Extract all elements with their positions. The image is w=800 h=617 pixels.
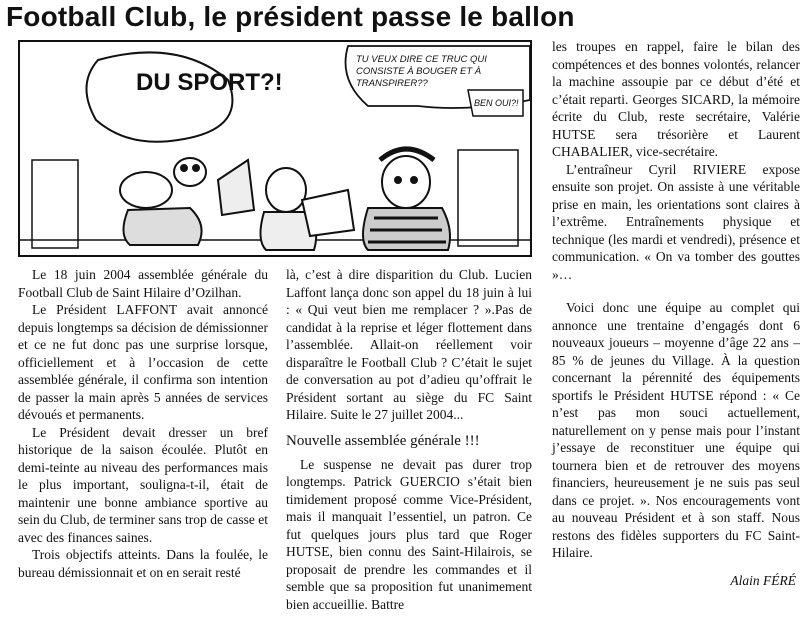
- column1-paragraph: Le Président LAFFONT avait annoncé depuis longtemps sa décision de démissionner et ce ne fut donc pas une surprise lorsque, officiellement et à l’occasion de cette assemblée générale, il confirma son intention de passer la main après 5 années de services dévoués et permanents.: [18, 302, 268, 422]
- section-subheading: Nouvelle assemblée générale !!!: [286, 432, 480, 449]
- bubble-right-line-1: TU VEUX DIRE CE TRUC QUI: [356, 54, 487, 65]
- column1-paragraph: Le 18 juin 2004 assemblée générale du Football Club de Saint Hilaire d’Ozilhan.: [18, 267, 268, 300]
- column2-paragraph: Le suspense ne devait pas durer trop longtemps. Patrick GUERCIO s’était bien timidement proposé comme Vice-Président, mais il manquait l’essentiel, un patron. Ce fut quelques jours plus tard que Roger HUTSE, bien connu des Saint-Hilairois, se proposait de prendre les commandes et il semble que sa proposition fut unanimement bien accueillie. Battre: [286, 456, 532, 612]
- column3-paragraph: L’entraîneur Cyril RIVIERE expose ensuite son projet. On assiste à une véritable prise en main, les orientations sont claires à l’extrême. Entraînements physique et technique (les mardi et vendredi), présence et communication. « On va tomber des gouttes »…: [552, 161, 800, 282]
- author-signature: Alain FÉRÉ: [730, 573, 796, 588]
- article-headline: Football Club, le président passe le ballon: [6, 1, 575, 32]
- bubble-left-text: [136, 69, 283, 96]
- bubble-right-line-2: CONSISTE À BOUGER ET À: [356, 66, 482, 77]
- column1-paragraph: Trois objectifs atteints. Dans la foulée, le bureau démissionnait et on en serait resté: [18, 547, 268, 580]
- bubble-left-line: DU SPORT?!: [136, 69, 283, 96]
- article-column-3: [552, 38, 800, 562]
- bubble-right-line-3: TRANSPIRER??: [356, 78, 428, 89]
- article-column-1: [18, 266, 268, 581]
- column3-paragraph: les troupes en rappel, faire le bilan des compétences et des bonnes volontés, relancer la machine assoupie par ce début d’été et c’était reparti. Georges SICARD, la mémoire écrite du Club, reste secrétaire, Valérie HUTSE sera trésorière et Laurent CHABALIER, vice-secrétaire.: [552, 39, 800, 159]
- bubble-reply-text: BEN OUI?!: [474, 98, 519, 108]
- column1-paragraph: Le Président devait dresser un bref historique de la saison écoulée. Plutôt en demi-teinte au niveau des performances mais le plus important, souligna-t-il, était de maintenir une bonne ambiance sportive au sein du Club, de terminer sans trop de casse et avec des finances saines.: [18, 424, 268, 545]
- article-column-2: [286, 266, 532, 613]
- column3-paragraph: Voici donc une équipe au complet qui annonce une trentaine d’engagés dont 6 nouveaux joueurs – moyenne d’âge 22 ans – 85 % de jeunes du Village. À la question concernant la pérennité des équipements sportifs le Président HUTSE répond : « Ce n’est pas mon souci actuellement, naturellement on y pense mais pour l’instant j’essaye de reconstituer une équipe qui tournera bien et de retrouver des moyens financiers, heureusement je ne suis pas seul dans ce projet. ». Nos encouragements vont au nouveau Président et à son staff. Nous restons des fidèles supporters du FC Saint-Hilaire.: [552, 300, 800, 560]
- cartoon-illustration: [18, 40, 532, 257]
- column2-paragraph: là, c’est à dire disparition du Club. Lucien Laffont lança donc son appel du 18 juin à lui : « Qui veut bien me remplacer ? ».Pas de candidat à la reprise et léger flottement dans l’assemblée. Allait-on réellement voir disparaître le Football Club ? C’était le sujet de conversation au pot d’adieu qu’offrait le Président sortant au siège du FC Saint Hilaire. Suite le 27 juillet 2004...: [286, 267, 532, 422]
